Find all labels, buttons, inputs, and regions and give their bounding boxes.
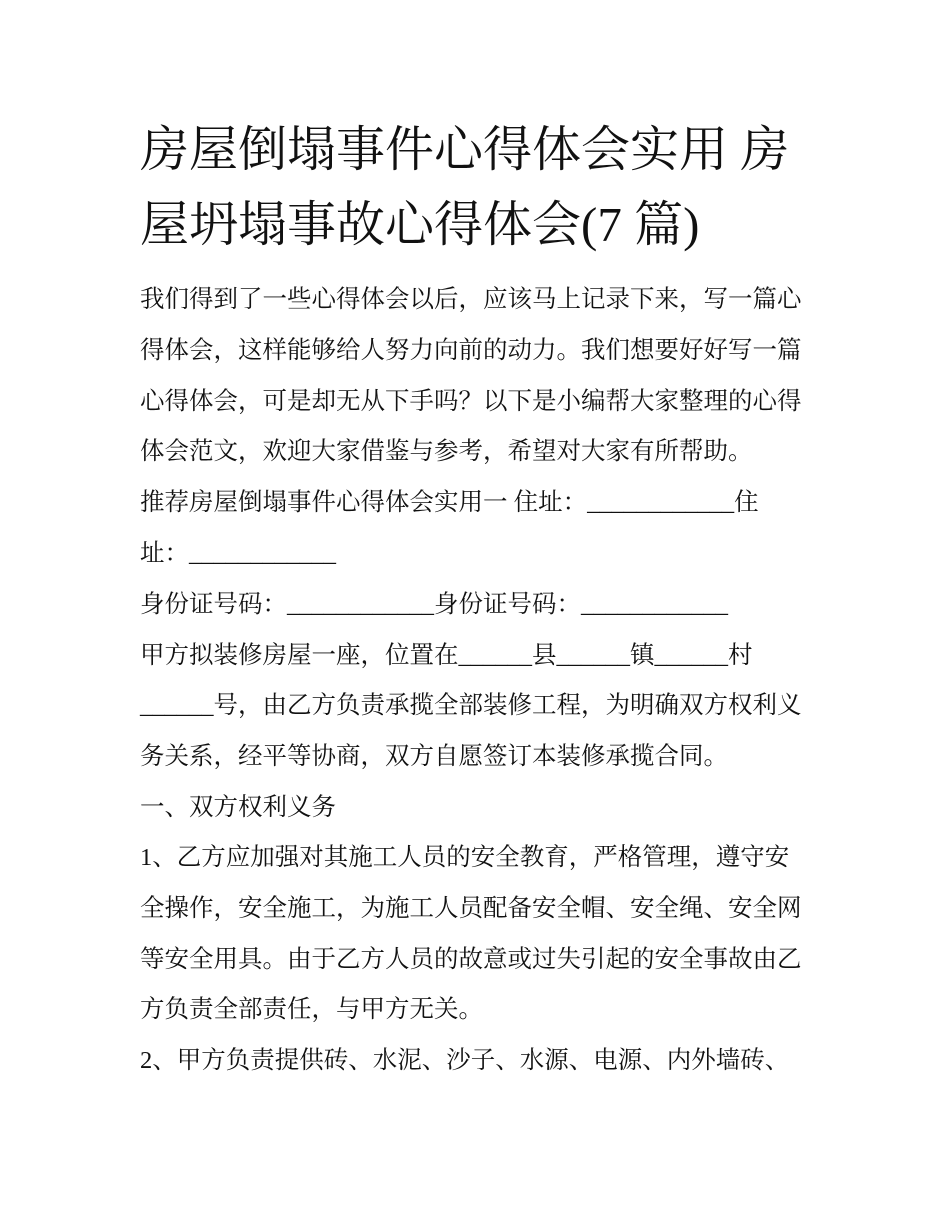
clause-1-line-1: 1、乙方应加强对其施工人员的安全教育，严格管理，遵守安 — [140, 844, 790, 871]
intro-line-4: 体会范文，欢迎大家借鉴与参考，希望对大家有所帮助。 — [140, 438, 753, 465]
document-title-line-1: 房屋倒塌事件心得体会实用 房 — [140, 122, 790, 177]
intro-line-2: 得体会，这样能够给人努力向前的动力。我们想要好好写一篇 — [140, 337, 802, 364]
document-title-line-2: 屋坍塌事故心得体会(7 篇) — [140, 197, 700, 252]
section-heading: 一、双方权利义务 — [140, 794, 336, 821]
address-line-2: 址：____________ — [140, 540, 336, 567]
clause-1-line-2: 全操作，安全施工，为施工人员配备安全帽、安全绳、安全网 — [140, 895, 802, 922]
location-line-3: 务关系，经平等协商，双方自愿签订本装修承揽合同。 — [140, 743, 728, 770]
location-line-2: ______号，由乙方负责承揽全部装修工程，为明确双方权利义 — [140, 692, 802, 719]
id-number-line: 身份证号码：____________身份证号码：____________ — [140, 591, 728, 618]
location-line-1: 甲方拟装修房屋一座，位置在______县______镇______村 — [140, 642, 753, 669]
clause-1-line-3: 等安全用具。由于乙方人员的故意或过失引起的安全事故由乙 — [140, 946, 802, 973]
intro-line-1: 我们得到了一些心得体会以后，应该马上记录下来，写一篇心 — [140, 286, 802, 313]
address-line: 推荐房屋倒塌事件心得体会实用一 住址：____________住 — [140, 489, 759, 516]
clause-2-line-1: 2、甲方负责提供砖、水泥、沙子、水源、电源、内外墙砖、 — [140, 1047, 790, 1074]
clause-1-line-4: 方负责全部责任，与甲方无关。 — [140, 996, 483, 1023]
intro-line-3: 心得体会，可是却无从下手吗？以下是小编帮大家整理的心得 — [140, 388, 802, 415]
